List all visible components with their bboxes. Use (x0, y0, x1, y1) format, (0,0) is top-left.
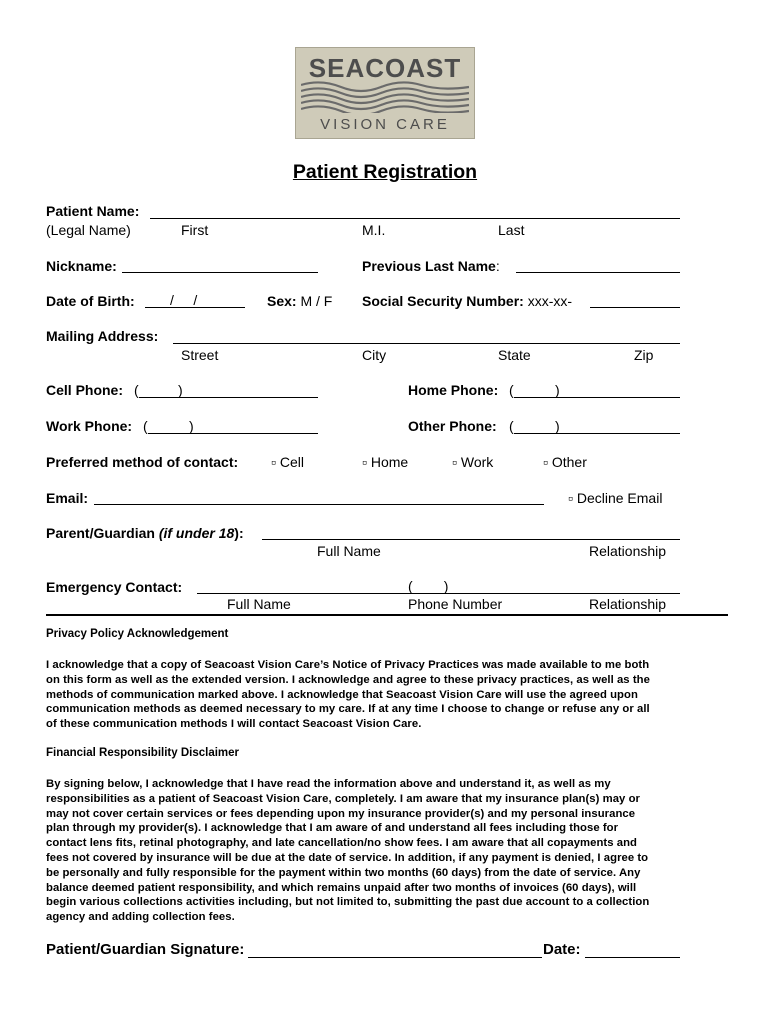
financial-heading: Financial Responsibility Disclaimer (46, 747, 240, 759)
home-phone-paren-open: ( (509, 382, 514, 398)
nickname-field[interactable] (122, 272, 318, 273)
date-label: Date: (543, 941, 581, 958)
cell-phone-field[interactable] (139, 397, 318, 398)
wave-pattern-icon (301, 81, 469, 113)
ec-full-name-caption: Full Name (227, 596, 291, 612)
dob-slashes: / / (170, 292, 198, 308)
privacy-heading: Privacy Policy Acknowledgement (46, 628, 229, 640)
contact-option-home[interactable]: ▫ Home (362, 454, 409, 470)
ec-phone-number-caption: Phone Number (408, 596, 503, 612)
zip-caption: Zip (634, 347, 654, 363)
parent-guardian-label: Parent/Guardian (if under 18): (46, 525, 244, 541)
other-phone-field[interactable] (514, 433, 680, 434)
other-phone-paren-close: ) (555, 418, 560, 434)
previous-last-name-field[interactable] (516, 272, 680, 273)
cell-phone-paren-close: ) (178, 382, 183, 398)
work-phone-paren-close: ) (189, 418, 194, 434)
mailing-address-label: Mailing Address: (46, 328, 159, 344)
work-phone-field[interactable] (148, 433, 318, 434)
privacy-paragraph: I acknowledge that a copy of Seacoast Vision Care’s Notice of Privacy Practices was made available to me both on this form as well as the extended version. I acknowledge and agree to these privacy practices, as well as the methods of communication marked above. I acknowledge that Seacoast Vision Care will use the agreed upon communication methods as deemed necessary to my care. If at any time I choose to change or refuse any or all of these communication methods I will contact Seacoast Vision Care. (46, 659, 650, 731)
signature-field[interactable] (248, 957, 542, 958)
legal-name-label: (Legal Name) (46, 222, 131, 238)
other-phone-label: Other Phone: (408, 418, 497, 434)
signature-label: Patient/Guardian Signature: (46, 941, 245, 958)
middle-initial-caption: M.I. (362, 222, 386, 238)
cell-phone-label: Cell Phone: (46, 382, 124, 398)
dob-label: Date of Birth: (46, 293, 135, 309)
contact-option-work[interactable]: ▫ Work (452, 454, 494, 470)
state-caption: State (498, 347, 531, 363)
email-field[interactable] (94, 504, 544, 505)
patient-name-label: Patient Name: (46, 203, 140, 219)
street-caption: Street (181, 347, 219, 363)
financial-paragraph: By signing below, I acknowledge that I have read the information above and understand it, as well as my responsibilities as a patient of Seacoast Vision Care, completely. I am aware that my insurance plan(s) may or may not cover certain services or fees depending upon my insurance provider(s) and my personal insurance plan through my provider(s). I acknowledge that I am aware of and understand all fees including those for contact lens fits, retinal photography, and late cancellation/no show fees. I am aware that all copayments and fees not covered by insurance will be due at the date of service. In addition, if any payment is denied, I agree to be personally and fully responsible for the payment within two months (60 days) from the date of service. Any balance deemed patient responsibility, and which remains unpaid after two months of invoices (60 days), will begin various collections activities including, but not limited to, submitting the past due account to a collection agency and adding collection fees. (46, 778, 650, 924)
preferred-contact-label: Preferred method of contact: (46, 454, 239, 470)
patient-name-field[interactable] (150, 218, 680, 219)
logo-brand: SEACOAST (308, 53, 462, 83)
date-field[interactable] (585, 957, 680, 958)
home-phone-field[interactable] (514, 397, 680, 398)
decline-email-option[interactable]: ▫ Decline Email (568, 490, 663, 506)
other-phone-paren-open: ( (509, 418, 514, 434)
mailing-address-field[interactable] (173, 343, 680, 344)
logo-tagline: VISION CARE (320, 116, 450, 133)
pg-relationship-caption: Relationship (589, 543, 667, 559)
work-phone-label: Work Phone: (46, 418, 133, 434)
city-caption: City (362, 347, 387, 363)
contact-option-other[interactable]: ▫ Other (543, 454, 587, 470)
last-name-caption: Last (498, 222, 525, 238)
cell-phone-paren-open: ( (134, 382, 139, 398)
pg-full-name-caption: Full Name (317, 543, 381, 559)
parent-guardian-field[interactable] (262, 539, 680, 540)
ec-phone-parens: ( ) (408, 578, 449, 594)
email-label: Email: (46, 490, 89, 506)
ssn-label: Social Security Number: xxx-xx- (362, 293, 573, 309)
nickname-label: Nickname: (46, 258, 117, 274)
sex-options[interactable]: M / F (300, 293, 333, 309)
emergency-contact-label: Emergency Contact: (46, 579, 183, 595)
first-name-caption: First (181, 222, 209, 238)
previous-last-name-label: Previous Last Name: (362, 258, 500, 274)
sex-label: Sex: M / F (267, 293, 333, 309)
seacoast-logo (295, 47, 475, 139)
section-divider (46, 614, 728, 616)
ssn-field[interactable] (590, 307, 680, 308)
page-title: Patient Registration (292, 161, 478, 183)
contact-option-cell[interactable]: ▫ Cell (271, 454, 304, 470)
home-phone-paren-close: ) (555, 382, 560, 398)
home-phone-label: Home Phone: (408, 382, 499, 398)
ec-relationship-caption: Relationship (589, 596, 667, 612)
work-phone-paren-open: ( (143, 418, 148, 434)
